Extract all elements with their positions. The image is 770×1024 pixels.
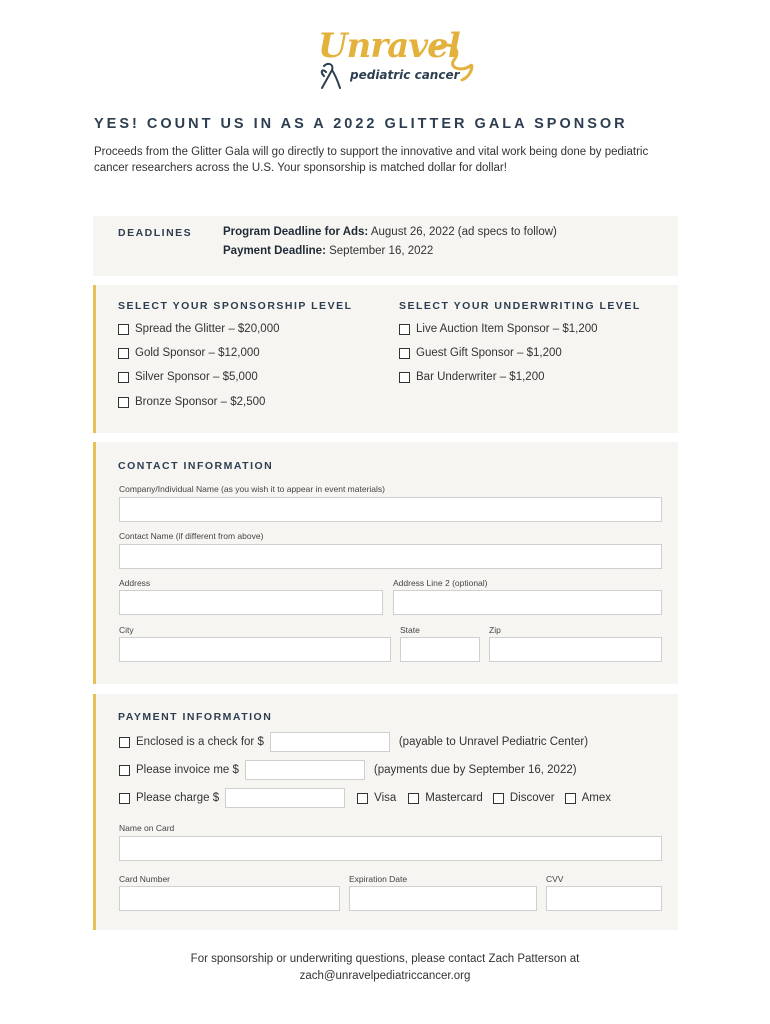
sponsor-option-gold[interactable]: Gold Sponsor – $12,000 [118, 347, 260, 359]
logo-word: Unravel [318, 26, 460, 66]
visa-checkbox[interactable] [357, 793, 368, 804]
address2-label: Address Line 2 (optional) [393, 578, 488, 588]
card-number-field[interactable] [119, 886, 340, 911]
levels-panel [93, 285, 678, 433]
mastercard-label: Mastercard [425, 792, 483, 804]
payment-heading: PAYMENT INFORMATION [118, 711, 273, 723]
state-label: State [400, 625, 420, 635]
company-name-field[interactable] [119, 497, 662, 522]
sponsor-option-spread-glitter[interactable]: Spread the Glitter – $20,000 [118, 323, 280, 335]
program-deadline [223, 226, 557, 238]
program-deadline-value: August 26, 2022 (ad specs to follow) [368, 226, 557, 238]
expiration-label: Expiration Date [349, 874, 408, 884]
name-on-card-field[interactable] [119, 836, 662, 861]
check-note: (payable to Unravel Pediatric Center) [398, 736, 589, 748]
name-on-card-label: Name on Card [119, 823, 175, 833]
invoice-label: Please invoice me $ [136, 764, 239, 776]
check-amount-field[interactable] [270, 732, 390, 752]
expiration-field[interactable] [349, 886, 537, 911]
page-title: YES! COUNT US IN AS A 2022 GLITTER GALA SPONSOR [94, 116, 628, 132]
deadlines-panel [93, 216, 678, 276]
footer [0, 951, 770, 985]
charge-checkbox[interactable] [119, 793, 130, 804]
checkbox[interactable] [399, 324, 410, 335]
invoice-row [119, 760, 577, 780]
invoice-checkbox[interactable] [119, 765, 130, 776]
program-deadline-key: Program Deadline for Ads: [223, 226, 369, 238]
sponsor-option-bronze[interactable]: Bronze Sponsor – $2,500 [118, 396, 265, 408]
check-checkbox[interactable] [119, 737, 130, 748]
amex-label: Amex [581, 792, 611, 804]
footer-contact-line: For sponsorship or underwriting questions, please contact Zach Patterson at [190, 953, 580, 965]
underwrite-option-bar[interactable]: Bar Underwriter – $1,200 [399, 371, 544, 383]
payment-deadline [223, 245, 433, 257]
cvv-label: CVV [546, 874, 564, 884]
sponsor-option-silver[interactable]: Silver Sponsor – $5,000 [118, 371, 258, 383]
discover-label: Discover [509, 792, 555, 804]
charge-amount-field[interactable] [225, 788, 345, 808]
zip-label: Zip [489, 625, 501, 635]
checkbox[interactable] [399, 372, 410, 383]
sponsorship-heading: SELECT YOUR SPONSORSHIP LEVEL [118, 300, 353, 312]
address2-field[interactable] [393, 590, 662, 615]
check-label: Enclosed is a check for $ [136, 736, 264, 748]
city-label: City [119, 625, 134, 635]
checkbox[interactable] [118, 324, 129, 335]
contact-heading: CONTACT INFORMATION [118, 460, 274, 472]
address-field[interactable] [119, 590, 383, 615]
visa-label: Visa [374, 792, 397, 804]
unravel-logo [312, 22, 472, 94]
invoice-amount-field[interactable] [245, 760, 365, 780]
charge-row [119, 788, 611, 808]
payment-deadline-key: Payment Deadline: [223, 245, 326, 257]
invoice-note: (payments due by September 16, 2022) [373, 764, 577, 776]
footer-email-link[interactable]: zach@unravelpediatriccancer.org [299, 970, 471, 982]
checkbox[interactable] [399, 348, 410, 359]
checkbox[interactable] [118, 348, 129, 359]
payment-panel [93, 694, 678, 930]
checkbox[interactable] [118, 397, 129, 408]
company-name-label: Company/Individual Name (as you wish it to appear in event materials) [119, 484, 385, 494]
charge-label: Please charge $ [136, 792, 220, 804]
underwrite-option-guest-gift[interactable]: Guest Gift Sponsor – $1,200 [399, 347, 562, 359]
deadlines-label: DEADLINES [118, 227, 193, 239]
underwriting-heading: SELECT YOUR UNDERWRITING LEVEL [399, 300, 641, 312]
payment-deadline-value: September 16, 2022 [325, 245, 434, 257]
mastercard-checkbox[interactable] [408, 793, 419, 804]
awareness-ribbon-icon [314, 62, 346, 92]
check-row [119, 732, 588, 752]
cvv-field[interactable] [546, 886, 662, 911]
checkbox[interactable] [118, 372, 129, 383]
contact-panel [93, 442, 678, 684]
city-field[interactable] [119, 637, 391, 662]
state-field[interactable] [400, 637, 480, 662]
card-number-label: Card Number [119, 874, 171, 884]
contact-name-label: Contact Name (if different from above) [119, 531, 264, 541]
underwrite-option-live-auction[interactable]: Live Auction Item Sponsor – $1,200 [399, 323, 598, 335]
contact-name-field[interactable] [119, 544, 662, 569]
amex-checkbox[interactable] [565, 793, 576, 804]
zip-field[interactable] [489, 637, 662, 662]
discover-checkbox[interactable] [493, 793, 504, 804]
logo-tagline: pediatric cancer [350, 68, 460, 82]
intro-text: Proceeds from the Glitter Gala will go directly to support the innovative and vital work being done by pediatric cancer researchers across the U.S. Your sponsorship is matched dollar for dollar! [94, 146, 649, 174]
address-label: Address [119, 578, 151, 588]
